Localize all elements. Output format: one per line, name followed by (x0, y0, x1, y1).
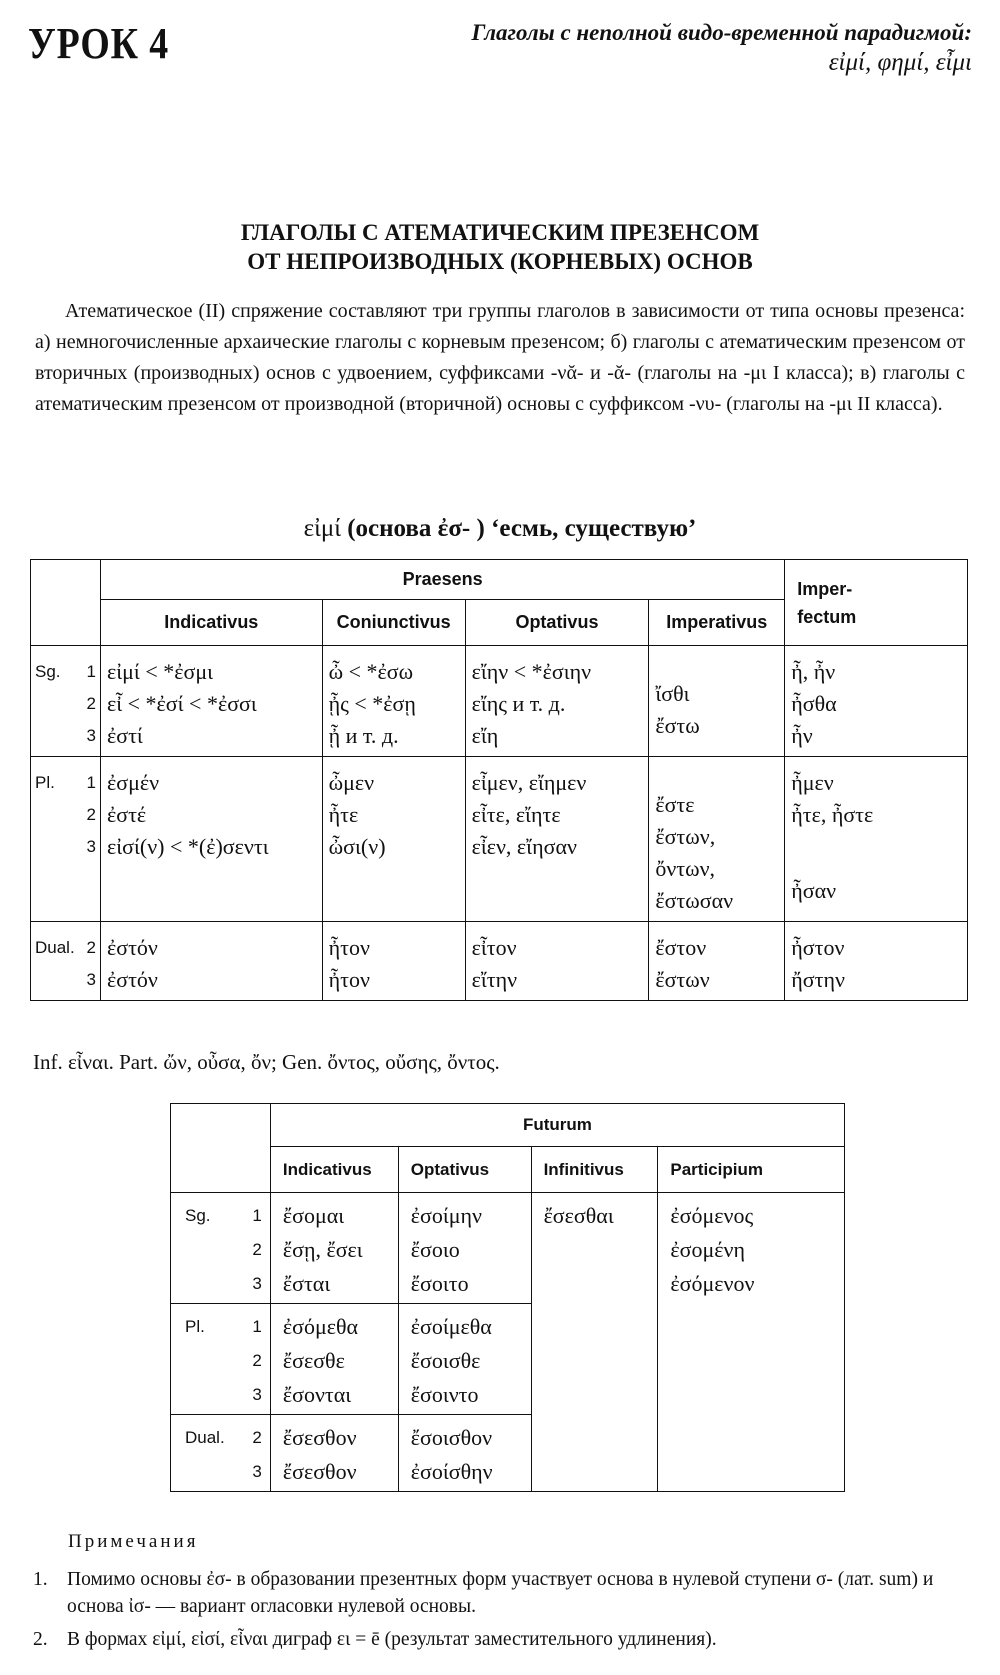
form-indicativus: εἶ < *ἐσί < *ἐσσι (106, 691, 257, 716)
row-label (171, 1193, 271, 1304)
form-indicativus: ἐστέ (106, 802, 147, 827)
person-number: 1 (86, 773, 96, 792)
form-participium: ἐσόμενος (670, 1203, 754, 1228)
form-indicativus: εἰμί < *ἐσμι (106, 659, 214, 684)
intro-paragraph: Атематическое (II) спряжение составляют три группы глаголов в зависимости от типа основы презенса: а) немногочисленные архаические глаголы с корневым презенсом; б) глаголы с атематическим презенсом от вторичных (производных) основ с удвоением, суффиксами -νᾰ- и -ᾰ- (глаголы на -μι I класса); в) глаголы с атематическим презенсом от производной (вторичной) основы с суффиксом -νυ- (глаголы на -μι II класса). (35, 300, 965, 415)
row-label (31, 922, 101, 1001)
form-coniunctivus (329, 885, 459, 907)
number-label: Dual. (35, 938, 75, 957)
cell-imp (649, 646, 785, 757)
note-number: 2. (33, 1629, 48, 1650)
form-indicativus: ἐστόν (106, 935, 158, 960)
person-number: 2 (252, 1351, 262, 1370)
note-text: В формах εἰμί, εἰσί, εἶναι диграф ει = ē (результат заместительного удлинения). (67, 1629, 717, 1650)
form-imperfectum (791, 853, 961, 875)
number-label: Dual. (185, 1428, 225, 1447)
column-header: Infinitivus (531, 1147, 658, 1193)
form-coniunctivus: ὦμεν (328, 770, 375, 795)
row-label (31, 646, 101, 757)
column-header: Imperativus (649, 600, 785, 646)
column-header: Indicativus (100, 600, 322, 646)
person-number: 3 (252, 1385, 262, 1404)
cell-con (322, 757, 465, 922)
row-label-line (35, 831, 96, 863)
person-number: 2 (86, 805, 96, 824)
form-imperfectum: ἦν (791, 723, 813, 748)
form-indicativus: εἰσί(ν) < *(ἐ)σεντι (106, 834, 269, 859)
row-label-line (35, 932, 96, 964)
form-indicativus: ἔσονται (282, 1382, 352, 1407)
cell-participium (658, 1193, 845, 1492)
person-number: 1 (86, 662, 96, 681)
form-imperativus: ἔστωσαν (655, 888, 734, 913)
cell-ind (270, 1415, 398, 1492)
row-label-line (185, 1378, 262, 1412)
form-optativus: ἔσοισθε (410, 1348, 481, 1373)
row-label-line (185, 1233, 262, 1267)
number-label: Sg. (35, 662, 61, 681)
form-optativus: ἔσοιτο (410, 1271, 469, 1296)
row-label-line (185, 1455, 262, 1489)
cell-impf (785, 922, 968, 1001)
form-indicativus: ἐσόμεθα (282, 1314, 359, 1339)
row-label (31, 757, 101, 922)
form-imperfectum: ἦμεν (791, 770, 834, 795)
lesson-number: УРОК 4 (28, 19, 170, 68)
subtitle-verbs: εἰμί, φημί, εἶμι (828, 49, 972, 76)
praesens-header: Praesens (100, 560, 784, 600)
form-optativus: εἶμεν, εἴημεν (471, 770, 587, 795)
row-label-line (35, 964, 96, 996)
person-number: 3 (252, 1462, 262, 1481)
form-optativus: εἴην < *ἐσιην (471, 659, 592, 684)
heading-line-2: ОТ НЕПРОИЗВОДНЫХ (КОРНЕВЫХ) ОСНОВ (247, 249, 753, 274)
cell-ind (270, 1193, 398, 1304)
row-label-line (35, 656, 96, 688)
cell-imp (649, 757, 785, 922)
form-imperativus: ὄντων, (655, 856, 716, 881)
column-header: Optativus (465, 600, 649, 646)
imperfectum-header: Imper- fectum (785, 560, 968, 646)
cell-con (322, 646, 465, 757)
form-imperfectum: ἤστην (791, 967, 845, 992)
form-coniunctivus: ἦτον (328, 967, 370, 992)
form-optativus: ἐσοίμην (410, 1203, 482, 1228)
form-indicativus (107, 885, 316, 907)
form-optativus: ἔσοιντο (410, 1382, 479, 1407)
cell-impf (785, 757, 968, 922)
row-label-line (185, 1199, 262, 1233)
row-label (171, 1304, 271, 1415)
form-optativus: εἶτον (471, 935, 517, 960)
form-indicativus: ἐστί (106, 723, 143, 748)
table-row (31, 922, 968, 1001)
form-indicativus: ἔσομαι (282, 1203, 345, 1228)
table-row (31, 757, 968, 922)
row-label-line (35, 688, 96, 720)
number-label: Sg. (185, 1206, 211, 1225)
form-optativus: εἶτε, εἴητε (471, 802, 561, 827)
form-optativus: εἶεν, εἴησαν (471, 834, 577, 859)
cell-ind (100, 757, 322, 922)
row-label (171, 1415, 271, 1492)
cell-con (322, 922, 465, 1001)
person-number: 3 (252, 1274, 262, 1293)
form-infinitivus: ἔσεσθαι (543, 1203, 614, 1228)
form-coniunctivus: ᾖς < *ἐσῃ (328, 691, 416, 716)
form-indicativus: ἔσται (282, 1271, 331, 1296)
form-optativus: ἔσοισθον (410, 1425, 493, 1450)
cell-opt (398, 1304, 531, 1415)
infinitive-participle-line: Inf. εἶναι. Part. ὤν, οὖσα, ὄν; Gen. ὄντος, οὔσης, ὄντος. (33, 1050, 500, 1074)
form-indicativus: ἔσεσθον (282, 1459, 357, 1484)
cell-opt (398, 1415, 531, 1492)
form-imperfectum: ἦσθα (791, 691, 837, 716)
futurum-table (170, 1103, 845, 1492)
form-imperfectum: ἦτε, ἦστε (791, 802, 874, 827)
praesens-table (30, 559, 968, 1001)
person-number: 3 (86, 837, 96, 856)
form-imperativus: ἔστων (655, 967, 710, 992)
subtitle-text: Глаголы с неполной видо-временной парадигмой: (471, 20, 972, 45)
form-optativus: εἴτην (471, 967, 518, 992)
person-number: 2 (86, 938, 96, 957)
form-coniunctivus: ἦτε (328, 802, 359, 827)
cell-infinitivus (531, 1193, 658, 1492)
form-optativus: ἐσοίσθην (410, 1459, 493, 1484)
cell-imp (649, 922, 785, 1001)
form-participium: ἐσόμενον (670, 1271, 755, 1296)
corner-cell (31, 560, 101, 646)
form-imperfectum (791, 831, 961, 853)
column-header: Coniunctivus (322, 600, 465, 646)
table-row (31, 646, 968, 757)
cell-opt (465, 646, 649, 757)
person-number: 2 (252, 1240, 262, 1259)
form-participium: ἐσομένη (670, 1237, 745, 1262)
form-indicativus: ἐστόν (106, 967, 158, 992)
form-coniunctivus: ὦσι(ν) (328, 834, 386, 859)
form-imperativus: ἴσθι (655, 681, 690, 706)
form-optativus: εἴης и т. д. (471, 691, 566, 716)
corner-cell (171, 1104, 271, 1193)
form-indicativus: ἔσῃ, ἔσει (282, 1237, 363, 1262)
cell-impf (785, 646, 968, 757)
person-number: 2 (86, 694, 96, 713)
person-number: 3 (86, 970, 96, 989)
table1-title-greek: εἰμί (303, 515, 341, 542)
form-optativus: εἴη (471, 723, 499, 748)
form-optativus: ἐσοίμεθα (410, 1314, 492, 1339)
section-heading (0, 218, 1000, 276)
row-label-line (35, 799, 96, 831)
form-imperativus (655, 767, 778, 789)
form-coniunctivus: ἦτον (328, 935, 370, 960)
cell-ind (100, 922, 322, 1001)
column-header: Participium (658, 1147, 845, 1193)
row-label-line (185, 1421, 262, 1455)
form-indicativus: ἔσεσθε (282, 1348, 345, 1373)
cell-opt (398, 1193, 531, 1304)
form-coniunctivus (329, 863, 459, 885)
form-coniunctivus: ᾖ и т. д. (328, 723, 399, 748)
futurum-header: Futurum (270, 1104, 844, 1147)
form-imperativus: ἔστε (655, 792, 695, 817)
form-indicativus: ἔσεσθον (282, 1425, 357, 1450)
note-item (33, 1566, 968, 1620)
note-item (33, 1626, 968, 1653)
form-imperfectum: ἦσαν (791, 878, 837, 903)
table1-title (0, 515, 1000, 543)
form-indicativus: ἐσμέν (106, 770, 160, 795)
number-label: Pl. (35, 773, 55, 792)
cell-opt (465, 922, 649, 1001)
person-number: 1 (252, 1317, 262, 1336)
row-label-line (35, 720, 96, 752)
form-imperfectum: ἦστον (791, 935, 845, 960)
table1-title-rest: (основа ἐσ- ) ‘есмь, существую’ (347, 515, 697, 542)
cell-opt (465, 757, 649, 922)
row-label-line (185, 1267, 262, 1301)
form-optativus (472, 863, 643, 885)
person-number: 2 (252, 1428, 262, 1447)
notes-title: Примечания (68, 1531, 199, 1552)
row-label-line (35, 767, 96, 799)
form-indicativus (107, 863, 316, 885)
column-header: Optativus (398, 1147, 531, 1193)
form-imperativus: ἔστω (655, 713, 700, 738)
form-coniunctivus: ὦ < *ἐσω (328, 659, 414, 684)
person-number: 3 (86, 726, 96, 745)
form-imperativus: ἔστον (655, 935, 707, 960)
cell-ind (100, 646, 322, 757)
form-imperativus: ἔστων, (655, 824, 716, 849)
note-text: Помимо основы ἐσ- в образовании презентных форм участвует основа в нулевой ступени σ- (лат. sum) и основа ἰσ- — вариант огласовки нулевой основы. (67, 1569, 934, 1617)
row-label-line (185, 1344, 262, 1378)
lesson-subtitle (472, 18, 972, 78)
form-imperfectum: ἦ, ἦν (791, 659, 836, 684)
form-optativus: ἔσοιο (410, 1237, 460, 1262)
table-row (171, 1193, 845, 1304)
form-optativus (472, 885, 643, 907)
person-number: 1 (252, 1206, 262, 1225)
cell-ind (270, 1304, 398, 1415)
form-imperativus (655, 656, 778, 678)
notes-list (33, 1566, 968, 1659)
heading-line-1: ГЛАГОЛЫ С АТЕМАТИЧЕСКИМ ПРЕЗЕНСОМ (240, 220, 760, 245)
number-label: Pl. (185, 1317, 205, 1336)
note-number: 1. (33, 1569, 48, 1590)
column-header: Indicativus (270, 1147, 398, 1193)
row-label-line (185, 1310, 262, 1344)
